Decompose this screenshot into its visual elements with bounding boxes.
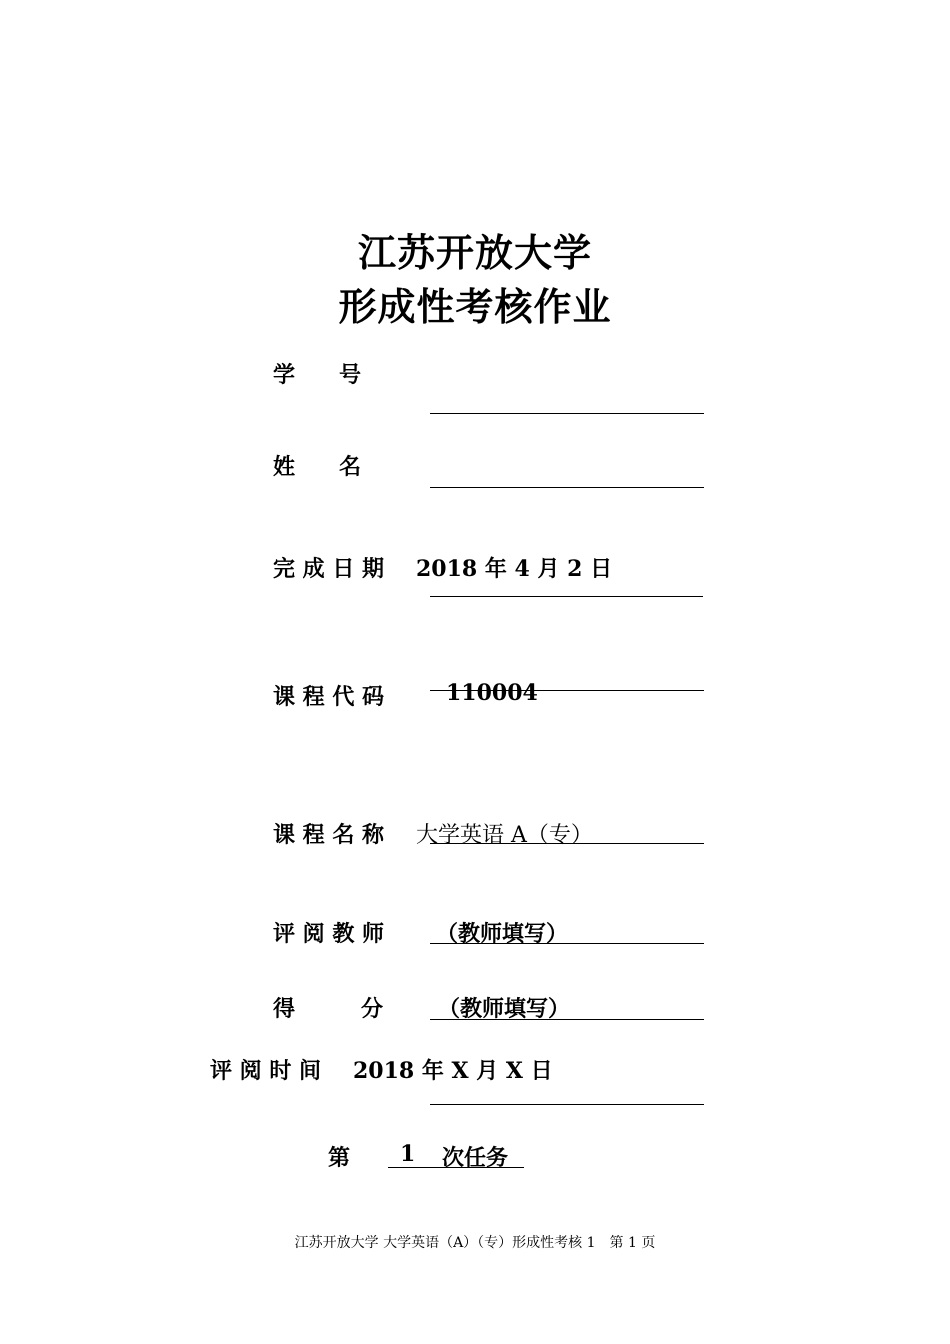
review-time-label: 评 阅 时 间 xyxy=(210,1058,321,1084)
course-code-value: 110004 xyxy=(446,680,538,706)
name-label: 姓 名 xyxy=(273,454,362,480)
task-prefix: 第 xyxy=(328,1145,351,1171)
review-time-value: 2018 年 X 月 X 日 xyxy=(353,1058,553,1084)
score-label: 得 分 xyxy=(273,996,384,1022)
task-number: 1 xyxy=(400,1141,416,1167)
course-name-value: 大学英语 A（专） xyxy=(416,823,593,848)
student-id-label: 学 号 xyxy=(273,362,362,388)
name-underline xyxy=(430,487,704,488)
task-underline xyxy=(388,1167,524,1168)
score-value: （教师填写） xyxy=(438,996,571,1022)
completion-date-label: 完 成 日 期 xyxy=(273,556,384,582)
review-time-underline xyxy=(430,1104,704,1105)
completion-date-value: 2018 年 4 月 2 日 xyxy=(416,556,613,582)
task-suffix: 次任务 xyxy=(442,1145,509,1171)
document-title-line2: 形成性考核作业 xyxy=(338,284,612,329)
student-id-underline xyxy=(430,413,704,414)
course-code-underline xyxy=(430,690,704,691)
course-name-label: 课 程 名 称 xyxy=(273,822,384,848)
reviewer-underline xyxy=(430,943,704,944)
course-code-label: 课 程 代 码 xyxy=(273,684,384,710)
score-underline xyxy=(430,1019,704,1020)
reviewer-label: 评 阅 教 师 xyxy=(273,921,384,947)
page-footer: 江苏开放大学 大学英语（A）（专）形成性考核 1 第 1 页 xyxy=(294,1235,656,1251)
completion-date-underline xyxy=(430,596,703,597)
course-name-underline xyxy=(430,843,704,844)
reviewer-value: （教师填写） xyxy=(436,921,569,947)
document-title-line1: 江苏开放大学 xyxy=(357,230,592,275)
